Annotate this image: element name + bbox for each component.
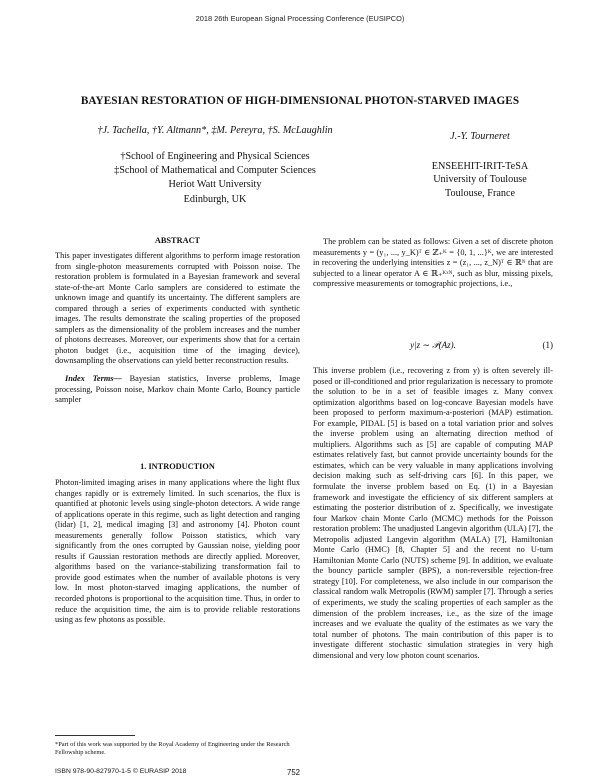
paper-title: BAYESIAN RESTORATION OF HIGH-DIMENSIONAL PHOTON-STARVED IMAGES	[80, 95, 520, 107]
affiliation-line: Toulouse, France	[444, 187, 515, 199]
affiliations-right	[405, 160, 555, 200]
affiliations-left	[65, 150, 365, 207]
equation-number: (1)	[542, 340, 553, 350]
footnote: *Part of this work was supported by the Royal Academy of Engineering under the Research Fellowship scheme.	[55, 741, 290, 757]
abstract-paragraph: This paper investigates different algorithms to perform image restoration from single-photon measurements corrupted with Poisson noise. The restoration problem is formulated in a Bayesian framework and several state-of-the-art Monte Carlo samplers are considered to estimate the unknown image and quantify its uncertainty. The different samplers are compared through a series of experiments conducted with synthetic images. The results demonstrate the scaling properties of the proposed samplers as the dimensionality of the problem increases and the number of photons decreases. Moreover, our experiments show that for a certain photon budget (i.e., acquisition time of the imaging device), downsampling the observations can yield better reconstruction results.	[55, 251, 300, 366]
introduction-text: Photon-limited imaging arises in many applications where the light flux changes rapidly or is extremely limited. In such scenarios, the flux is quantified at photonic levels using single-photon detectors. A wide range of applications operate in this regime, such as light detection and ranging (lidar) [1, 2], medical imaging [3] and astronomy [4]. Photon count measurements generally follow Poisson statistics, which vary significantly from the ones corrupted by Gaussian noise, yielding poor results if Gaussian restoration methods are directly applied. Moreover, algorithms based on the variance-stabilizing transformation fail to provide good estimates when the number of available photons is very low. In most photon-starved imaging applications, the number of recorded photons is proportional to the acquisition time. Thus, in order to reduce the acquisition time, the aim is to provide reliable restorations using as few photons as possible.	[55, 478, 300, 625]
author-right: J.-Y. Tourneret	[450, 131, 510, 142]
index-terms-text: Bayesian statistics, Inverse problems, Image processing, Poisson noise, Markov chain Monte Carlo, Bouncy particle sampler	[55, 374, 300, 405]
affiliation-line: ENSEEHIT-IRIT-TeSA	[431, 161, 529, 172]
introduction-heading: 1. INTRODUCTION	[140, 462, 215, 471]
abstract-text	[55, 251, 300, 406]
equation-1	[313, 339, 553, 353]
equation-body: y|z ∼ 𝒫(Az).	[410, 340, 456, 350]
footnote-rule	[55, 735, 135, 736]
affiliation-line: †School of Engineering and Physical Sciences	[120, 151, 310, 162]
abstract-heading: ABSTRACT	[154, 236, 201, 245]
conference-header: 2018 26th European Signal Processing Conference (EUSIPCO)	[195, 14, 405, 23]
affiliation-line: ‡School of Mathematical and Computer Sciences	[114, 165, 316, 177]
index-terms-label: Index Terms—	[65, 374, 122, 384]
inverse-problem-paragraph: This inverse problem (i.e., recovering z from y) is often severely ill-posed or ill-conditioned and prior regularization is necessary to promote the solution to be in a set of feasible images z. Many convex optimization algorithms based on log-concave Bayesian models have been proposed to perform maximum-a-posteriori (MAP) estimation. For example, PIDAL [5] is based on a total variation prior and solves the inverse problem using an alternating direction method of multipliers. Algorithms such as [5] are capable of computing MAP estimates relatively fast, but cannot provide uncertainty bounds for the estimates, which can be very valuable in many applications involving decision making such as self-driving cars [6]. In this paper, we formulate the inverse problem based on Eq. (1) in a Bayesian framework and investigate the efficiency of six different samplers at estimating the posterior distribution of z. Specifically, we investigate four Markov chain Monte Carlo (MCMC) methods for the Poisson restoration problem: The unadjusted Langevin algorithm (ULA) [7], the Metropolis adjusted Langevin algorithm (MALA) [7], Hamiltonian Monte Carlo (HMC) [8, Chapter 5] and the recent no U-turn Hamiltonian Monte Carlo (NUTS) scheme [9]. In addition, we evaluate the bouncy particle sampler (BPS), a non-reversible rejection-free strategy [10]. For completeness, we also include in our comparison the classical random walk Metropolis (RWM) sampler [7]. Through a series of experiments, we study the scaling properties of each sampler as the dimension of the problem increases, i.e., as the size of the image increases and we evaluate the quality of the estimates as we vary the total number of photons. The main contribution of this paper is to investigate different stochastic simulation strategies in very high dimensional and very low photon count scenarios.	[313, 366, 553, 660]
problem-statement-paragraph: The problem can be stated as follows: Given a set of discrete photon measurements y = (y₁, ..., y_K)ᵀ ∈ ℤ₊ᴷ = {0, 1, ...}ᴷ, we are interested in recovering the underlying intensities z = (z₁, ..., z_N)ᵀ ∈ ℝᴺ that are subjected to a linear operator A ∈ ℝ₊ᴷˣᴺ, such as blur, missing pixels, compressive measurements or tomographic projections, i.e.,	[313, 237, 553, 289]
isbn-footer: ISBN 978-90-827970-1-5 © EURASIP 2018	[55, 768, 187, 775]
page-number: 752	[287, 768, 301, 777]
affiliation-line: Edinburgh, UK	[183, 193, 247, 205]
authors-left: †J. Tachella, †Y. Altmann*, ‡M. Pereyra, †S. McLaughlin	[97, 125, 333, 136]
affiliation-line: Heriot Watt University	[168, 179, 262, 191]
index-terms	[55, 374, 300, 406]
affiliation-line: University of Toulouse	[433, 174, 527, 186]
